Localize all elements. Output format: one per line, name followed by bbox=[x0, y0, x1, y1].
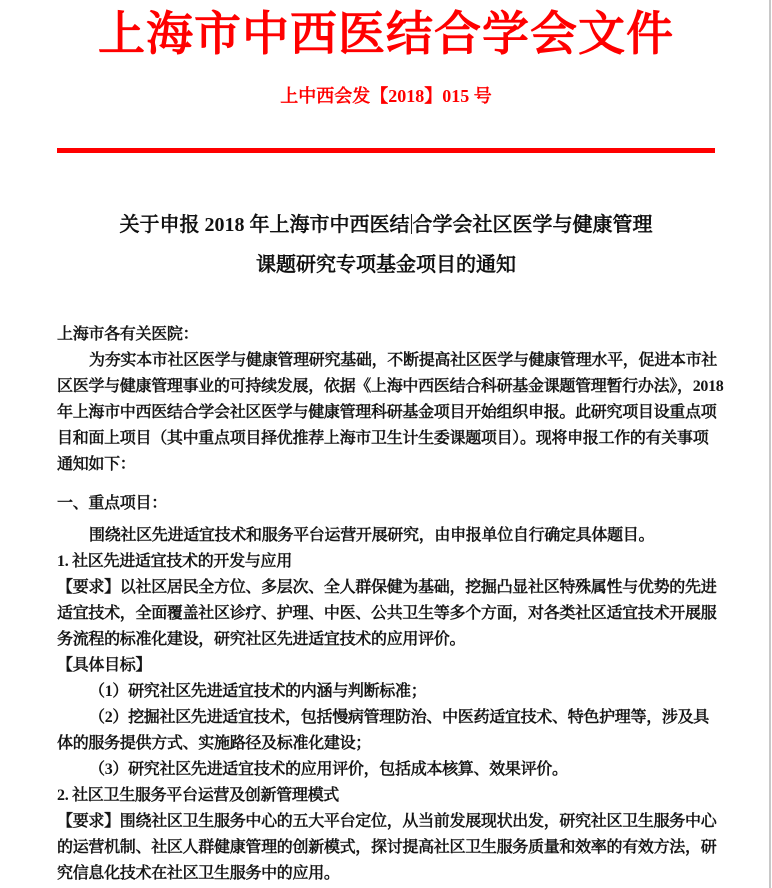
body-line: 究信息化技术在社区卫生服务中的应用。 bbox=[57, 865, 340, 882]
body-line: 2. 社区卫生服务平台运营及创新管理模式 bbox=[57, 787, 340, 804]
body-line: （2）挖掘社区先进适宜技术，包括慢病管理防治、中医药适宜技术、特色护理等，涉及具 bbox=[89, 709, 710, 726]
doc-title-line1-post: 合学会社区医学与健康管理 bbox=[412, 214, 653, 236]
body-line: 【要求】围绕社区卫生服务中心的五大平台定位，从当前发展现状出发，研究社区卫生服务中心 bbox=[57, 813, 717, 830]
body-line: 围绕社区先进适宜技术和服务平台运营开展研究，由申报单位自行确定具体题目。 bbox=[89, 527, 655, 544]
body-line: 目和面上项目（其中重点项目择优推荐上海市卫生计生委课题项目）。现将申报工作的有关事项 bbox=[57, 430, 709, 447]
body-text bbox=[57, 322, 724, 887]
body-line: 务流程的标准化建设，研究社区先进适宜技术的应用评价。 bbox=[57, 631, 466, 648]
document-content bbox=[57, 0, 724, 887]
doc-number: 上中西会发【2018】015 号 bbox=[280, 86, 492, 106]
red-divider bbox=[57, 148, 715, 153]
body-line: 适宜技术，全面覆盖社区诊疗、护理、中医、公共卫生等多个方面，对各类社区适宜技术开展服 bbox=[57, 605, 717, 622]
doc-title-line1-pre: 关于申报 2018 年上海市中西医结 bbox=[119, 214, 410, 236]
body-line: 1. 社区先进适宜技术的开发与应用 bbox=[57, 553, 292, 570]
body-line: 【具体目标】 bbox=[57, 657, 152, 674]
body-line: 的运营机制、社区人群健康管理的创新模式，探讨提高社区卫生服务质量和效率的有效方法，研 bbox=[57, 839, 717, 856]
doc-title-line2: 课题研究专项基金项目的通知 bbox=[256, 254, 516, 276]
body-line: 年上海市中西医结合学会社区医学与健康管理科研基金项目开始组织申报。此研究项目设重点项 bbox=[57, 404, 717, 421]
body-line: （1）研究社区先进适宜技术的内涵与判断标准； bbox=[89, 683, 427, 700]
body-line: 【要求】以社区居民全方位、多层次、全人群保健为基础，挖掘凸显社区特殊属性与优势的先进 bbox=[57, 579, 717, 596]
body-line: 一、重点项目： bbox=[57, 495, 167, 512]
page-edge-line bbox=[769, 0, 771, 888]
body-line: 通知如下： bbox=[57, 456, 136, 473]
doc-title-line1 bbox=[57, 205, 715, 245]
org-title: 上海市中西医结合学会文件 bbox=[98, 9, 674, 61]
text-cursor bbox=[411, 214, 412, 234]
body-line: 体的服务提供方式、实施路径及标准化建设； bbox=[57, 735, 372, 752]
body-line: 为夯实本市社区医学与健康管理研究基础，不断提高社区医学与健康管理水平，促进本市社 bbox=[89, 352, 718, 369]
body-line: 上海市各有关医院： bbox=[57, 326, 199, 343]
body-line: （3）研究社区先进适宜技术的应用评价，包括成本核算、效果评价。 bbox=[89, 761, 568, 778]
doc-title bbox=[57, 205, 715, 285]
body-line: 区医学与健康管理事业的可持续发展，依据《上海中西医结合科研基金课题管理暂行办法》，2018 bbox=[57, 378, 724, 395]
